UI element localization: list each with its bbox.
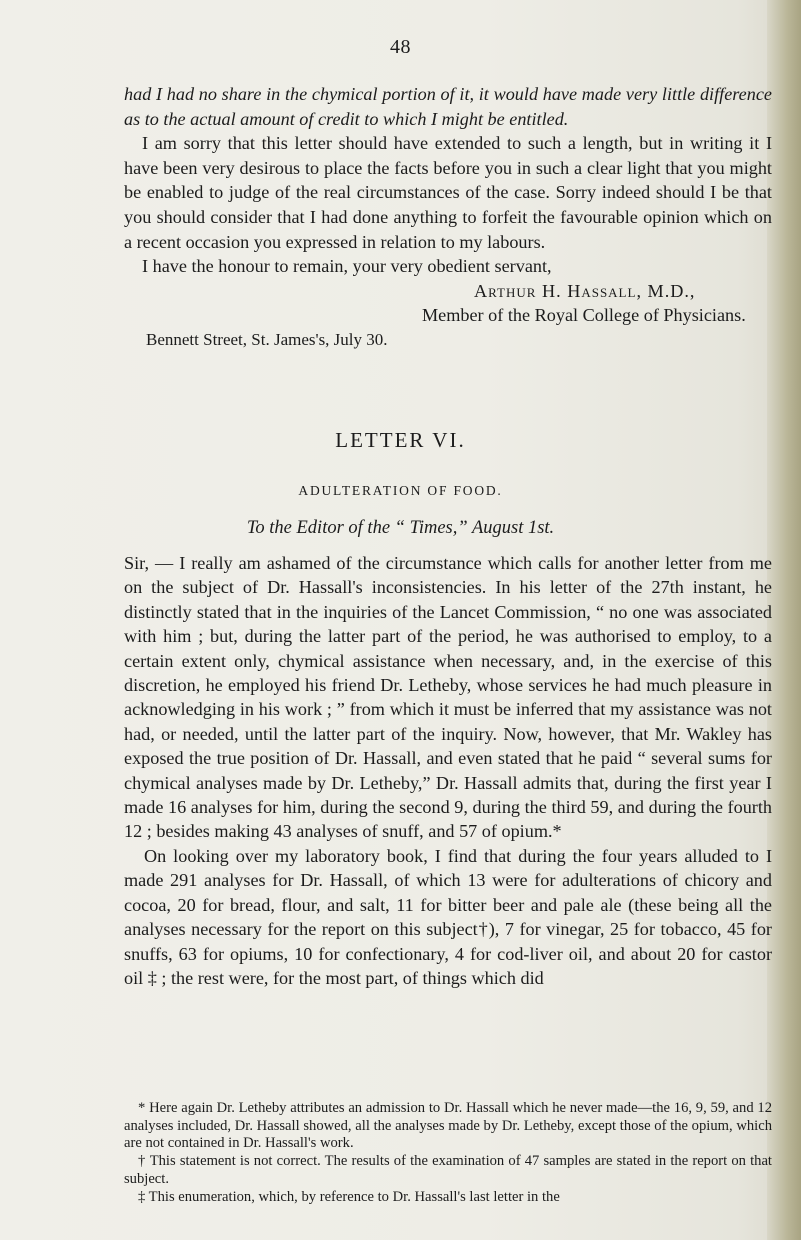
footnotes xyxy=(124,1100,772,1206)
closing-line: I have the honour to remain, your very obedient servant, xyxy=(142,256,552,277)
intro-italic-text: had I had no share in the chymical portion of it, it would have made very little difference as to the actual amount of credit to which I might be entitled. xyxy=(124,84,772,129)
intro-section xyxy=(124,82,772,353)
letter-paragraph-1: Sir, — I really am ashamed of the circumstance which calls for another letter from me on the subject of Dr. Hassall's inconsistencies. In his letter of the 27th instant, he distinctly stated that in the inquiries of the Lancet Commission, “ no one was associated with him ; but, during the latter part of the period, he was authorised to employ, to a certain extent only, chymical assistance when necessary, and, in the exercise of this discretion, he employed his friend Dr. Letheby, whose services he had much pleasure in acknowledging in his work ; ” from which it must be inferred that my assistance was not had, or needed, until the latter part of the inquiry. Now, however, that Mr. Wakley has exposed the true position of Dr. Hassall, and even stated that he paid “ several sums for chymical analyses made by Dr. Letheby,” Dr. Hassall admits that, during the first year I made 16 analyses for him, during the second 9, during the third 59, and during the fourth 12 ; besides making 43 analyses of snuff, and 57 of opium.* xyxy=(124,553,772,842)
letter-salutation: To the Editor of the “ Times,” August 1st. xyxy=(246,518,555,538)
place-date: Bennett Street, St. James's, July 30. xyxy=(146,329,388,349)
footnote-2: † This statement is not correct. The results of the examination of 47 samples are stated in the report on that subject. xyxy=(124,1153,772,1187)
letter-subheading: ADULTERATION OF FOOD. xyxy=(298,483,503,498)
footnote-3: ‡ This enumeration, which, by reference to Dr. Hassall's last letter in the xyxy=(138,1188,560,1205)
footnote-1: * Here again Dr. Letheby attributes an admission to Dr. Hassall which he never made—the 16, 9, 59, and 12 analyses included, Dr. Hassall showed, all the analyses made by Dr. Letheby, except those of the opium, which are not contained in Dr. Hassall's work. xyxy=(124,1100,772,1152)
letter-heading: LETTER VI. xyxy=(335,428,466,452)
page-number: 48 xyxy=(390,36,411,58)
letter-body xyxy=(124,551,772,990)
signature-role: Member of the Royal College of Physicians. xyxy=(422,305,746,326)
intro-paragraph: I am sorry that this letter should have extended to such a length, but in writing it I have been very desirous to place the facts before you in such a clear light that you might be enabled to judge of the real circumstances of the case. Sorry indeed should I be that you should consider that I had done anything to forfeit the favourable opinion which on a recent occasion you expressed in relation to my labours. xyxy=(124,133,772,252)
page-edge-shadow xyxy=(767,0,801,1240)
letter-paragraph-2: On looking over my laboratory book, I find that during the four years alluded to I made 291 analyses for Dr. Hassall, of which 13 were for adulterations of chicory and cocoa, 20 for bread, flour, and salt, 11 for bitter beer and pale ale (these being all the analyses necessary for the report on this subject†), 7 for vinegar, 25 for tobacco, 45 for snuffs, 63 for opiums, 10 for confectionary, 4 for cod-liver oil, and about 20 for castor oil ‡ ; the rest were, for the most part, of things which did xyxy=(124,845,772,988)
signature-name: Arthur H. Hassall, M.D., xyxy=(474,280,696,301)
